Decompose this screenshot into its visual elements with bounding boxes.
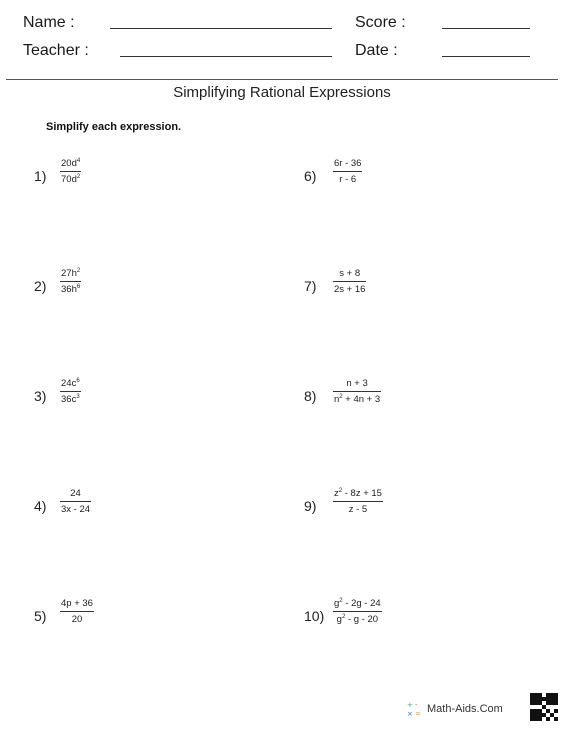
numerator-base: 27h xyxy=(61,268,77,279)
svg-text:+: + xyxy=(407,701,413,709)
numerator xyxy=(333,598,382,610)
numerator xyxy=(60,268,81,280)
fraction-bar xyxy=(333,391,381,392)
denominator xyxy=(60,174,81,186)
problem-number: 4) xyxy=(34,498,47,514)
fraction xyxy=(333,268,366,296)
numerator-base: 20d xyxy=(61,158,77,169)
header-divider xyxy=(6,79,558,80)
problem-number: 9) xyxy=(304,498,317,514)
name-line[interactable] xyxy=(110,28,332,29)
fraction-bar xyxy=(333,171,362,172)
teacher-label: Teacher : xyxy=(23,42,89,59)
score-label: Score : xyxy=(355,14,406,31)
date-label: Date : xyxy=(355,42,398,59)
denominator-rest: + 4n + 3 xyxy=(342,394,381,405)
fraction-bar xyxy=(333,611,382,612)
problem-number: 2) xyxy=(34,278,47,294)
denominator xyxy=(71,614,84,626)
numerator xyxy=(60,378,81,390)
denominator-base: 3x - 24 xyxy=(61,504,91,515)
fraction xyxy=(60,598,94,626)
fraction-bar xyxy=(60,281,81,282)
worksheet-title: Simplifying Rational Expressions xyxy=(173,84,391,101)
numerator xyxy=(338,268,361,280)
numerator-exponent: 2 xyxy=(76,268,81,274)
numerator-exponent: 6 xyxy=(76,378,80,384)
denominator-base: g xyxy=(336,614,342,625)
numerator-exponent: 2 xyxy=(339,598,343,604)
fraction xyxy=(60,158,81,186)
denominator-base: 36h xyxy=(61,284,77,295)
svg-text:×: × xyxy=(407,710,413,718)
problem-number: 1) xyxy=(34,168,47,184)
denominator-rest: - g - 20 xyxy=(345,614,379,625)
denominator xyxy=(60,284,81,296)
date-line[interactable] xyxy=(442,56,530,57)
fraction-bar xyxy=(60,391,81,392)
fraction xyxy=(333,378,381,406)
teacher-line[interactable] xyxy=(120,56,332,57)
fraction xyxy=(60,268,81,296)
denominator xyxy=(60,504,91,516)
denominator-base: z - 5 xyxy=(348,504,368,515)
denominator-exponent: 2 xyxy=(76,174,81,180)
fraction xyxy=(60,378,81,406)
denominator xyxy=(60,394,81,406)
numerator-base: 6r - 36 xyxy=(334,158,362,169)
problem-number: 7) xyxy=(304,278,317,294)
numerator-base: 4p + 36 xyxy=(61,598,93,609)
fraction xyxy=(333,488,383,516)
numerator-rest: - 2g - 24 xyxy=(342,598,381,609)
denominator-base: r - 6 xyxy=(339,174,357,185)
problem-number: 8) xyxy=(304,388,317,404)
denominator xyxy=(338,174,357,186)
fraction-bar xyxy=(333,281,366,282)
numerator-base: z xyxy=(334,488,339,499)
denominator-base: n xyxy=(334,394,340,405)
numerator-base: s + 8 xyxy=(339,268,361,279)
qr-code-icon xyxy=(530,693,558,721)
denominator-exponent: 2 xyxy=(341,614,346,620)
name-label: Name : xyxy=(23,14,75,31)
denominator-exponent: 3 xyxy=(76,394,80,400)
svg-text:=: = xyxy=(415,710,421,718)
problem-number: 5) xyxy=(34,608,47,624)
fraction-bar xyxy=(333,501,383,502)
denominator-base: 2s + 16 xyxy=(334,284,366,295)
fraction-bar xyxy=(60,501,91,502)
instructions: Simplify each expression. xyxy=(46,121,182,133)
numerator-base: 24 xyxy=(70,488,81,499)
numerator-base: 24c xyxy=(61,378,77,389)
numerator xyxy=(345,378,368,390)
problem-number: 3) xyxy=(34,388,47,404)
denominator-base: 20 xyxy=(71,614,83,625)
numerator xyxy=(60,598,94,610)
numerator-rest: - 8z + 15 xyxy=(342,488,382,499)
fraction xyxy=(60,488,91,516)
numerator xyxy=(333,488,383,500)
denominator-exponent: 2 xyxy=(339,394,343,400)
svg-text:-: - xyxy=(415,701,418,709)
score-line[interactable] xyxy=(442,28,530,29)
denominator-base: 36c xyxy=(61,394,77,405)
problem-number: 10) xyxy=(304,608,325,624)
math-aids-logo-icon xyxy=(405,700,423,718)
numerator-base: n + 3 xyxy=(346,378,368,389)
numerator xyxy=(69,488,82,500)
fraction-bar xyxy=(60,611,94,612)
denominator xyxy=(336,614,379,626)
denominator-base: 70d xyxy=(61,174,77,185)
denominator-exponent: 6 xyxy=(76,284,81,290)
denominator xyxy=(333,394,381,406)
numerator-base: g xyxy=(334,598,340,609)
denominator xyxy=(333,284,366,296)
fraction xyxy=(333,158,362,186)
problem-number: 6) xyxy=(304,168,317,184)
denominator xyxy=(348,504,368,516)
fraction xyxy=(333,598,382,626)
footer-brand: Math-Aids.Com xyxy=(427,703,503,715)
numerator-exponent: 4 xyxy=(76,158,81,164)
numerator xyxy=(60,158,81,170)
footer-logo xyxy=(405,700,503,718)
numerator-exponent: 2 xyxy=(338,488,343,494)
fraction-bar xyxy=(60,171,81,172)
numerator xyxy=(333,158,362,170)
